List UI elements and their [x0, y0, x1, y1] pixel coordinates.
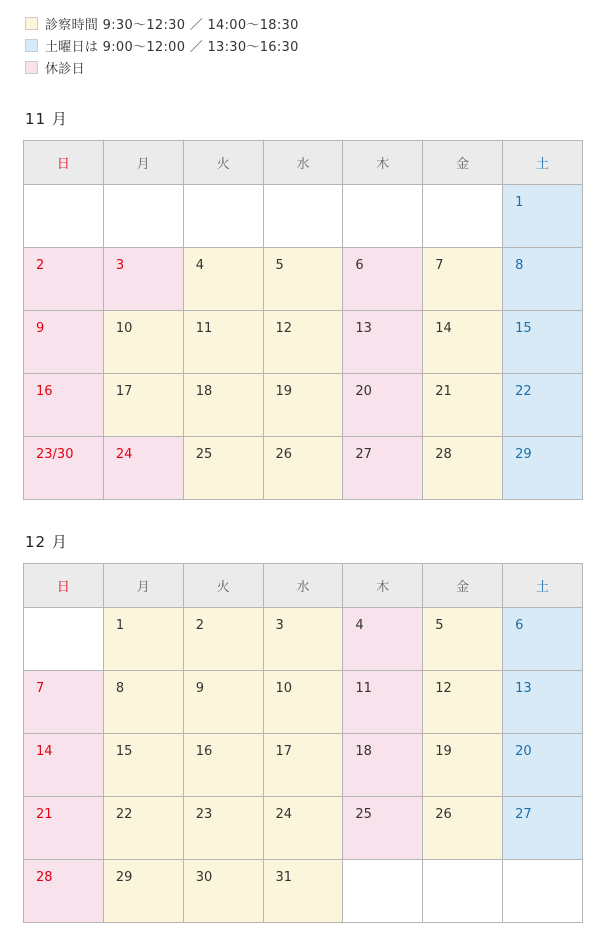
calendar-cell-holiday [24, 860, 104, 923]
calendar-cell-sat [503, 797, 583, 860]
calendar-cell-open [423, 311, 503, 374]
calendar-cell-empty [24, 608, 104, 671]
day-number: 2 [36, 258, 45, 273]
day-number: 30 [195, 870, 213, 885]
calendar-cell-closed [343, 734, 423, 797]
weekday-header-sun: 日 [24, 564, 104, 608]
calendar-cell-open [103, 671, 183, 734]
calendar-cell-empty [103, 185, 183, 248]
calendar-cell-sat [503, 671, 583, 734]
calendar-week-row [24, 671, 583, 734]
day-number: 20 [355, 384, 372, 399]
day-number: 3 [275, 618, 284, 633]
calendar-cell-holiday [24, 248, 104, 311]
day-number: 27 [515, 807, 532, 822]
calendar-cell-closed [343, 311, 423, 374]
calendar-cell-sat [503, 311, 583, 374]
day-number: 23/30 [36, 447, 74, 462]
day-number: 5 [435, 618, 444, 633]
day-number: 22 [115, 807, 133, 822]
legend-label: 土曜日は 9:00〜12:00 ／ 13:30〜16:30 [45, 39, 299, 55]
calendar-cell-empty [423, 860, 503, 923]
calendar-cell-holiday [103, 437, 183, 500]
calendar-cell-holiday [24, 671, 104, 734]
day-number: 28 [435, 447, 452, 462]
calendar-week-row [24, 185, 583, 248]
day-number: 29 [515, 447, 532, 462]
calendar-cell-open [263, 608, 343, 671]
day-number: 26 [275, 447, 293, 462]
day-number: 6 [355, 258, 364, 273]
day-number: 19 [275, 384, 293, 399]
day-number: 9 [36, 321, 45, 336]
calendar-cell-open [183, 734, 263, 797]
calendar-cell-sat [503, 374, 583, 437]
day-number: 20 [515, 744, 532, 759]
calendar-cell-open [103, 608, 183, 671]
calendar-week-row [24, 437, 583, 500]
calendar-cell-open [183, 248, 263, 311]
calendar-week-row [24, 311, 583, 374]
calendar-week-row [24, 248, 583, 311]
day-number: 25 [195, 447, 213, 462]
weekday-header-weekday: 水 [263, 564, 343, 608]
calendar-cell-holiday [24, 311, 104, 374]
calendar-cell-open [103, 860, 183, 923]
calendar-cell-open [423, 797, 503, 860]
month-title-november: 11 月 [25, 110, 68, 128]
calendar-cell-open [423, 374, 503, 437]
day-number: 5 [275, 258, 284, 273]
weekday-header-weekday: 木 [343, 141, 423, 185]
day-number: 2 [195, 618, 204, 633]
saturday-hours-swatch-icon [25, 39, 38, 52]
calendar-cell-closed [343, 608, 423, 671]
day-number: 13 [355, 321, 372, 336]
weekday-header-weekday: 月 [103, 141, 183, 185]
calendar-cell-sat [503, 185, 583, 248]
legend-label: 診察時間 9:30〜12:30 ／ 14:00〜18:30 [45, 17, 299, 33]
calendar-cell-open [263, 311, 343, 374]
day-number: 6 [515, 618, 524, 633]
weekday-header-sun: 日 [24, 141, 104, 185]
calendar-cell-empty [24, 185, 104, 248]
day-number: 11 [355, 681, 372, 696]
calendar-week-row [24, 860, 583, 923]
weekday-header-weekday: 木 [343, 564, 423, 608]
calendar-cell-open [263, 671, 343, 734]
day-number: 21 [435, 384, 452, 399]
weekday-header-weekday: 月 [103, 564, 183, 608]
day-number: 25 [355, 807, 372, 822]
calendar-cell-open [423, 734, 503, 797]
calendar-cell-holiday [24, 797, 104, 860]
calendar-cell-sat [503, 437, 583, 500]
day-number: 18 [195, 384, 213, 399]
calendar-cell-open [103, 374, 183, 437]
calendar-cell-open [183, 437, 263, 500]
calendar-cell-open [183, 311, 263, 374]
hours-legend [25, 12, 583, 78]
calendar-cell-open [263, 797, 343, 860]
calendar-cell-holiday [103, 248, 183, 311]
day-number: 24 [115, 447, 133, 462]
day-number: 17 [275, 744, 293, 759]
weekday-header-sat: 土 [503, 141, 583, 185]
calendar-cell-sat [503, 608, 583, 671]
calendar-week-row [24, 734, 583, 797]
weekday-header-weekday: 金 [423, 141, 503, 185]
day-number: 11 [195, 321, 213, 336]
calendar-cell-open [423, 437, 503, 500]
calendar-cell-closed [343, 671, 423, 734]
calendar-week-row [24, 797, 583, 860]
calendar-cell-empty [343, 185, 423, 248]
day-number: 8 [515, 258, 524, 273]
calendar-cell-open [183, 797, 263, 860]
calendar-cell-holiday [24, 374, 104, 437]
calendar-cell-empty [503, 860, 583, 923]
legend-item-regular-hours [25, 12, 583, 34]
month-title-december: 12 月 [25, 533, 68, 551]
day-number: 18 [355, 744, 372, 759]
calendar-cell-empty [343, 860, 423, 923]
day-number: 14 [36, 744, 53, 759]
day-number: 12 [275, 321, 293, 336]
calendar-cell-open [263, 374, 343, 437]
calendar-november [23, 140, 583, 500]
day-number: 23 [195, 807, 213, 822]
calendar-cell-closed [343, 797, 423, 860]
weekday-header-sat: 土 [503, 564, 583, 608]
calendar-cell-open [183, 860, 263, 923]
weekday-header-weekday: 火 [183, 564, 263, 608]
day-number: 10 [275, 681, 293, 696]
weekday-header-weekday: 火 [183, 141, 263, 185]
weekday-header-row [24, 564, 583, 608]
day-number: 13 [515, 681, 532, 696]
legend-item-closed-day [25, 56, 583, 78]
calendar-cell-closed [343, 374, 423, 437]
day-number: 27 [355, 447, 372, 462]
day-number: 12 [435, 681, 452, 696]
calendar-cell-empty [183, 185, 263, 248]
day-number: 4 [355, 618, 364, 633]
calendar-cell-open [183, 671, 263, 734]
calendar-december [23, 563, 583, 923]
day-number: 29 [115, 870, 133, 885]
calendar-cell-open [423, 608, 503, 671]
legend-item-saturday-hours [25, 34, 583, 56]
calendar-cell-sat [503, 248, 583, 311]
calendar-cell-open [263, 734, 343, 797]
closed-day-swatch-icon [25, 61, 38, 74]
calendar-cell-closed [343, 248, 423, 311]
day-number: 10 [115, 321, 133, 336]
calendar-cell-open [263, 248, 343, 311]
day-number: 7 [36, 681, 45, 696]
calendar-cell-open [423, 671, 503, 734]
weekday-header-row [24, 141, 583, 185]
calendar-cell-open [263, 437, 343, 500]
day-number: 16 [195, 744, 213, 759]
calendar-cell-empty [263, 185, 343, 248]
calendar-cell-open [423, 248, 503, 311]
day-number: 28 [36, 870, 53, 885]
open-hours-swatch-icon [25, 17, 38, 30]
day-number: 16 [36, 384, 53, 399]
calendar-cell-holiday [24, 437, 104, 500]
day-number: 22 [515, 384, 532, 399]
day-number: 31 [275, 870, 293, 885]
weekday-header-weekday: 金 [423, 564, 503, 608]
day-number: 3 [115, 258, 125, 273]
day-number: 1 [115, 618, 125, 633]
legend-label: 休診日 [45, 61, 85, 77]
calendar-cell-open [103, 797, 183, 860]
calendar-cell-closed [343, 437, 423, 500]
day-number: 7 [435, 258, 444, 273]
day-number: 15 [515, 321, 532, 336]
day-number: 26 [435, 807, 452, 822]
calendar-cell-empty [423, 185, 503, 248]
calendar-cell-sat [503, 734, 583, 797]
calendar-cell-open [103, 734, 183, 797]
day-number: 8 [115, 681, 125, 696]
day-number: 19 [435, 744, 452, 759]
calendar-week-row [24, 374, 583, 437]
weekday-header-weekday: 水 [263, 141, 343, 185]
day-number: 21 [36, 807, 53, 822]
calendar-cell-open [183, 374, 263, 437]
day-number: 1 [515, 195, 524, 210]
day-number: 14 [435, 321, 452, 336]
day-number: 24 [275, 807, 293, 822]
day-number: 15 [115, 744, 133, 759]
calendar-cell-open [183, 608, 263, 671]
day-number: 9 [195, 681, 204, 696]
calendar-cell-open [263, 860, 343, 923]
calendar-cell-open [103, 311, 183, 374]
calendar-week-row [24, 608, 583, 671]
day-number: 17 [115, 384, 133, 399]
calendar-cell-holiday [24, 734, 104, 797]
day-number: 4 [195, 258, 204, 273]
